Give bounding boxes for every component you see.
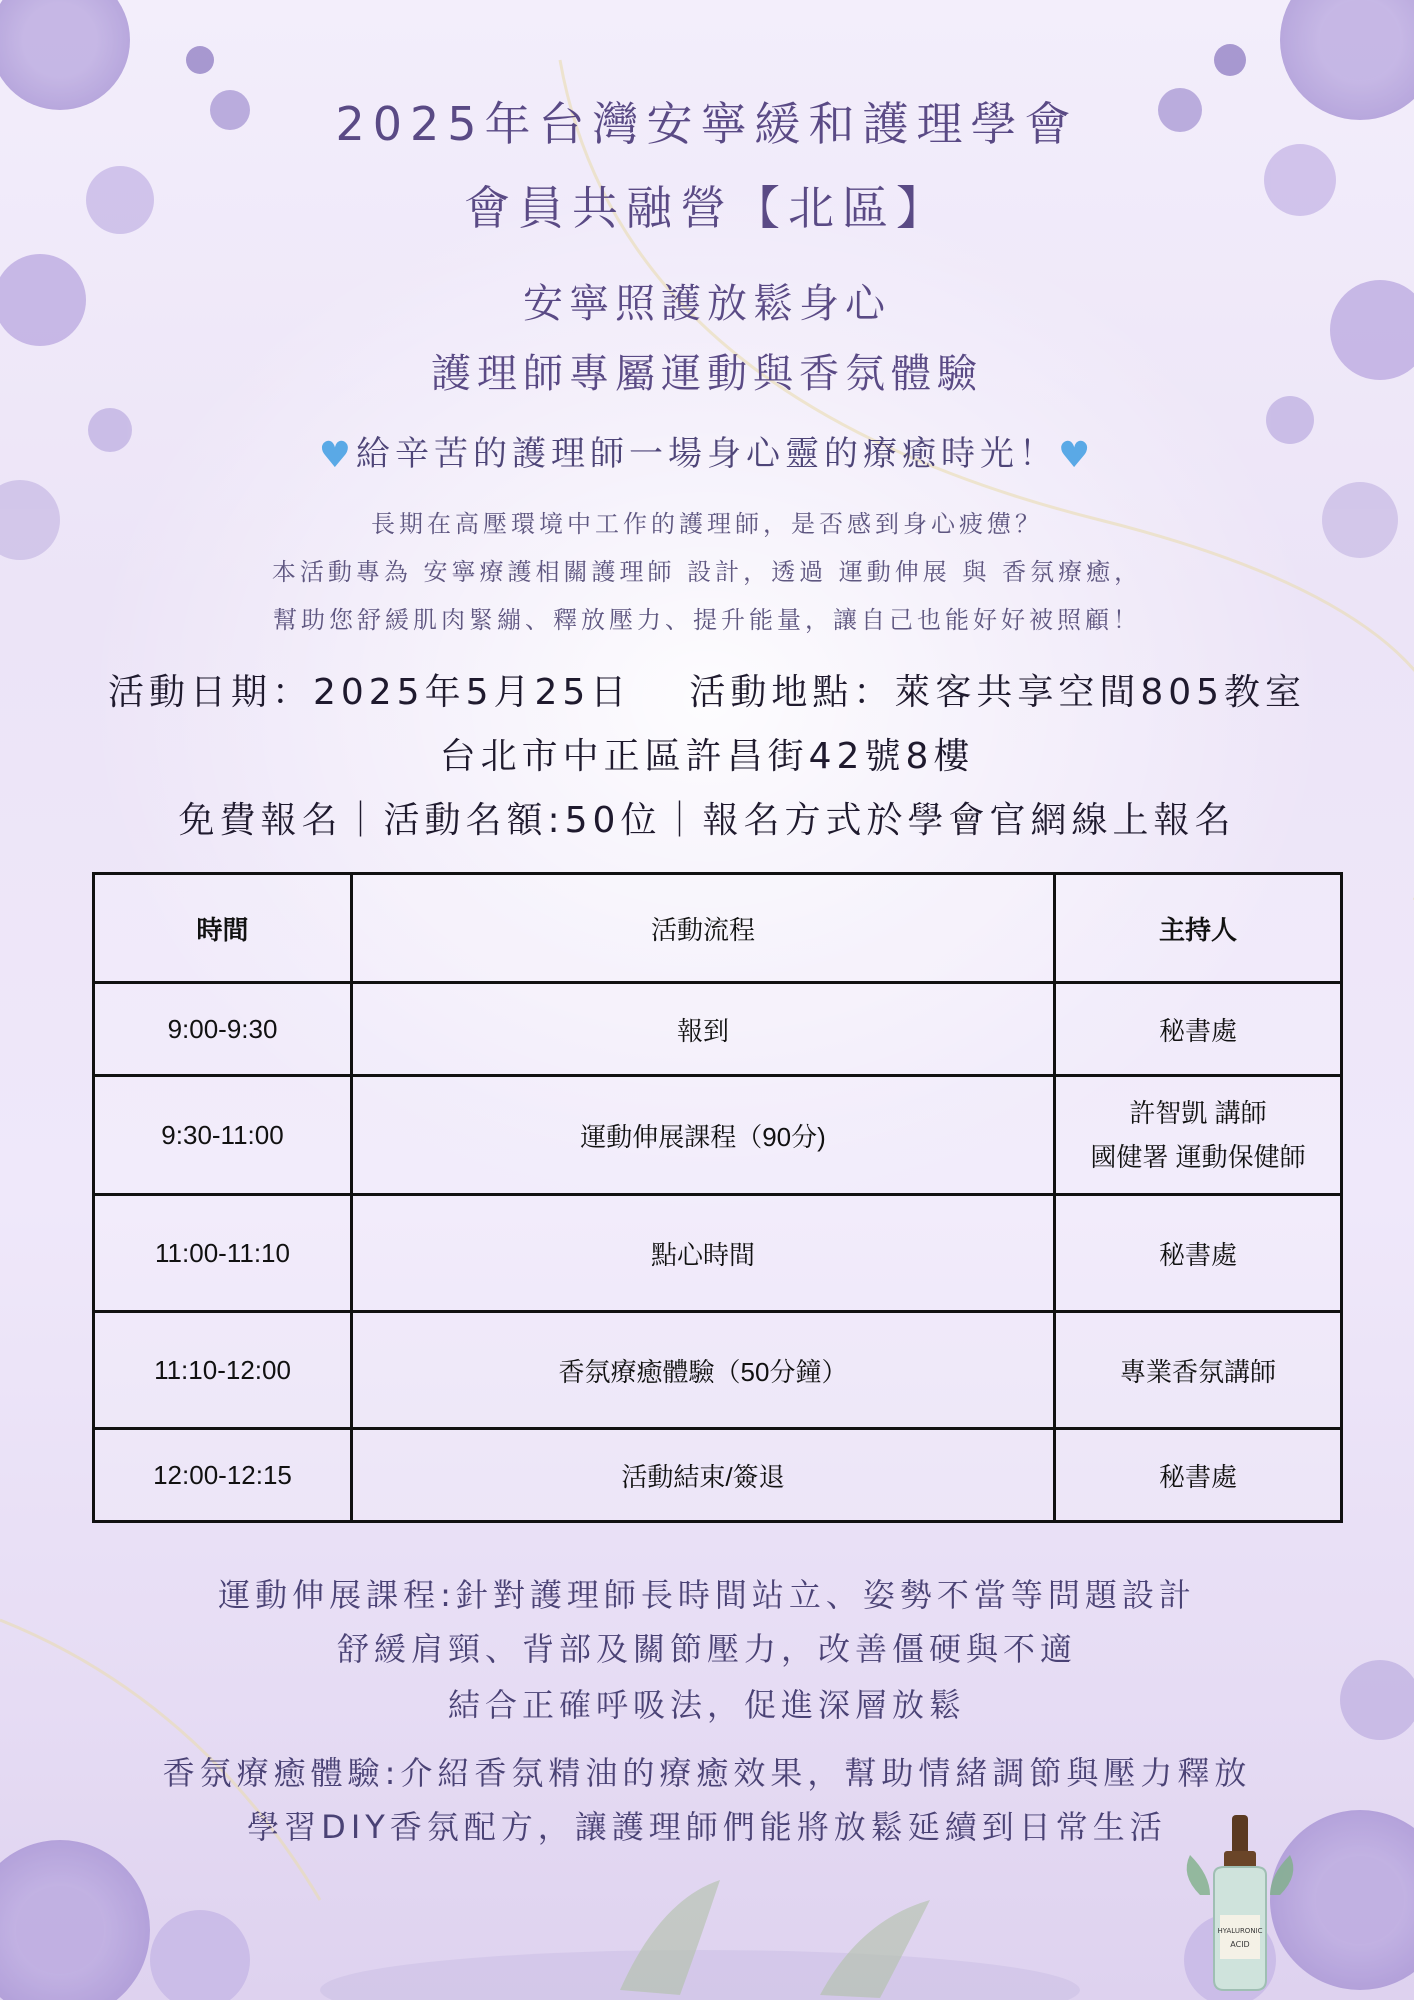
table-row (94, 1429, 1342, 1522)
subtitle-secondary: 護理師專屬運動與香氛體驗 (431, 351, 983, 397)
host-title: 國健署 運動保健師 (1090, 1142, 1306, 1172)
schedule-table (92, 872, 1343, 1523)
column-header-activity: 活動流程 (352, 874, 1055, 983)
table-row (94, 1076, 1342, 1195)
cell-activity: 香氛療癒體驗（50分鐘） (352, 1312, 1055, 1429)
table-row (94, 983, 1342, 1076)
bottle-label: HYALURONIC (1217, 1927, 1263, 1935)
cell-host (1055, 1076, 1342, 1195)
aroma-note: 學習DIY香氛配方，讓護理師們能將放鬆延續到日常生活 (247, 1808, 1167, 1846)
cell-time: 9:30-11:00 (94, 1076, 352, 1195)
event-date-venue (0, 664, 1414, 715)
cell-host: 秘書處 (1055, 1195, 1342, 1312)
registration-info: 免費報名｜活動名額:50位｜報名方式於學會官網線上報名 (178, 800, 1236, 841)
blue-heart-icon: ♥ (1058, 435, 1096, 476)
page-title-event: 會員共融營【北區】 (464, 181, 950, 235)
blue-heart-icon: ♥ (318, 435, 356, 476)
cell-host: 秘書處 (1055, 1429, 1342, 1522)
exercise-note: 結合正確呼吸法，促進深層放鬆 (447, 1686, 966, 1724)
cell-host: 秘書處 (1055, 983, 1342, 1076)
exercise-note: 運動伸展課程:針對護理師長時間站立、姿勢不當等問題設計 (218, 1576, 1196, 1614)
intro-line: 長期在高壓環境中工作的護理師，是否感到身心疲憊？ (371, 510, 1043, 538)
aroma-note: 香氛療癒體驗:介紹香氛精油的療癒效果，幫助情緒調節與壓力釋放 (162, 1754, 1252, 1792)
subtitle: 安寧照護放鬆身心 (523, 281, 891, 327)
column-header-time: 時間 (94, 874, 352, 983)
table-header-row (94, 874, 1342, 983)
event-date: 活動日期：2025年5月25日 (107, 672, 632, 713)
cell-activity: 報到 (352, 983, 1055, 1076)
cell-host: 專業香氛講師 (1055, 1312, 1342, 1429)
cell-activity: 點心時間 (352, 1195, 1055, 1312)
cell-time: 11:10-12:00 (94, 1312, 352, 1429)
table-row (94, 1312, 1342, 1429)
dropper-bottle-icon (1180, 1815, 1300, 1995)
bottle-label: ACID (1230, 1940, 1250, 1949)
intro-line: 幫助您舒緩肌肉緊繃、釋放壓力、提升能量，讓自己也能好好被照顧！ (273, 606, 1141, 634)
intro-line: 本活動專為 安寧療護相關護理師 設計，透過 運動伸展 與 香氛療癒， (271, 558, 1143, 586)
table-row (94, 1195, 1342, 1312)
column-header-host: 主持人 (1055, 874, 1342, 983)
event-venue: 活動地點：萊客共享空間805教室 (689, 672, 1307, 713)
cell-time: 9:00-9:30 (94, 983, 352, 1076)
exercise-note: 舒緩肩頸、背部及關節壓力，改善僵硬與不適 (336, 1630, 1077, 1668)
event-address: 台北市中正區許昌街42號8樓 (439, 736, 975, 777)
tagline (0, 426, 1414, 476)
tagline-text: 給辛苦的護理師一場身心靈的療癒時光！ (356, 434, 1058, 474)
cell-activity: 運動伸展課程（90分) (352, 1076, 1055, 1195)
cell-activity: 活動結束/簽退 (352, 1429, 1055, 1522)
cell-time: 12:00-12:15 (94, 1429, 352, 1522)
cell-time: 11:00-11:10 (94, 1195, 352, 1312)
host-name: 許智凱 講師 (1129, 1098, 1267, 1128)
page-title: 2025年台灣安寧緩和護理學會 (335, 97, 1079, 151)
